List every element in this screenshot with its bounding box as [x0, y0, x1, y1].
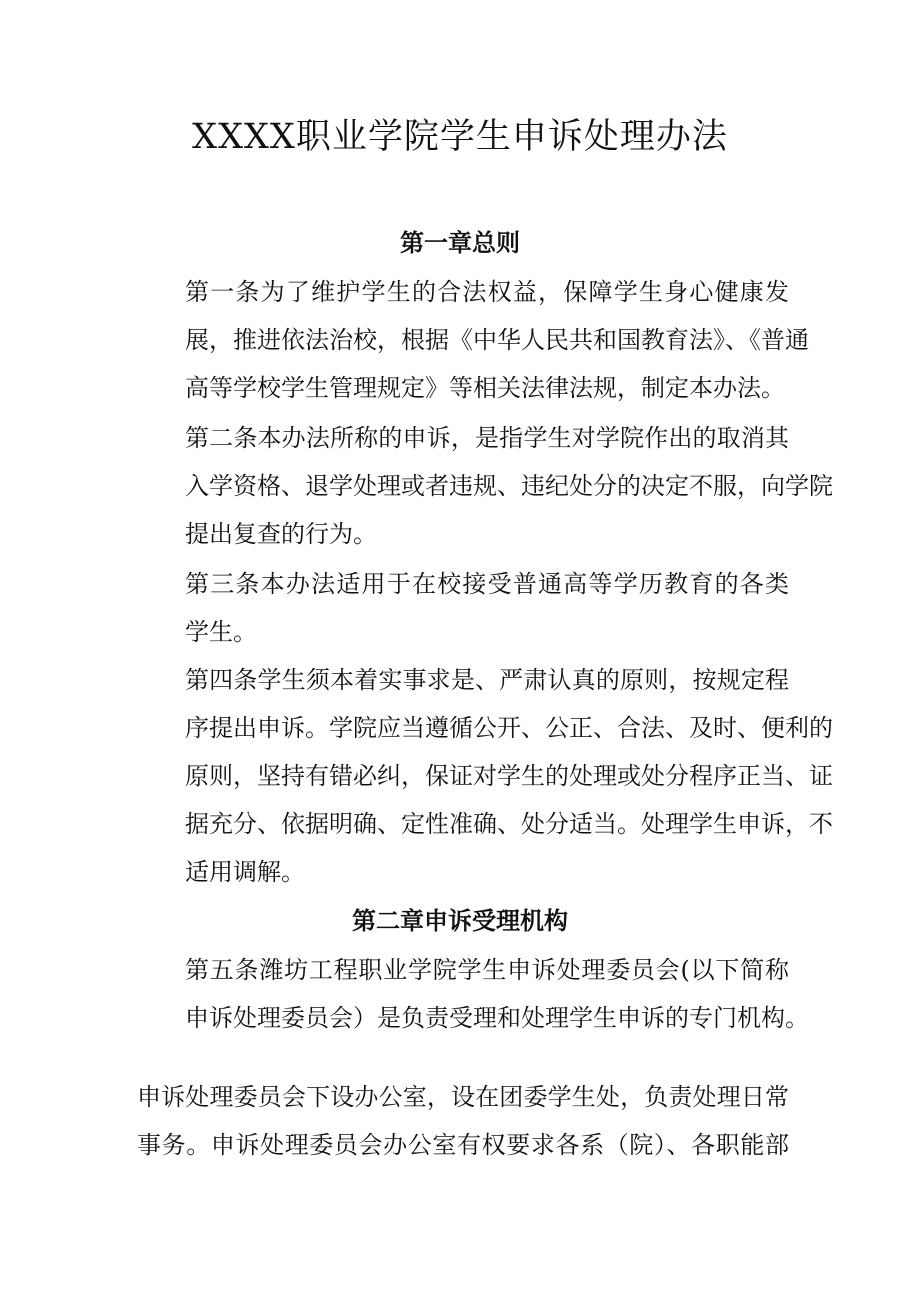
chapter-1-heading: 第一章总则 [400, 229, 520, 257]
article-3-paragraph [137, 560, 789, 656]
article-5-line: 第五条潍坊工程职业学院学生申诉处理委员会(以下简称 [185, 956, 789, 984]
article-4-line: 据充分、依据明确、定性准确、处分适当。处理学生申诉，不 [185, 810, 833, 838]
article-2-line: 第二条本办法所称的申诉，是指学生对学院作出的取消其 [185, 424, 789, 452]
article-4-line: 序提出申诉。学院应当遵循公开、公正、合法、及时、便利的 [185, 714, 833, 742]
article-4-paragraph [137, 656, 833, 896]
article-4-line: 第四条学生须本着实事求是、严肃认真的原则，按规定程 [185, 666, 789, 694]
article-3-line: 学生。 [185, 618, 257, 646]
article-1-line: 高等学校学生管理规定》等相关法律法规，制定本办法。 [185, 374, 785, 402]
office-paragraph [137, 1073, 789, 1169]
office-line: 事务。申诉处理委员会办公室有权要求各系（院）、各职能部 [137, 1131, 789, 1159]
chapter-2-heading: 第二章申诉受理机构 [352, 907, 568, 935]
article-3-line: 第三条本办法适用于在校接受普通高等学历教育的各类 [185, 570, 789, 598]
article-5-paragraph [137, 946, 809, 1042]
document-title: XXXX职业学院学生申诉处理办法 [192, 117, 728, 157]
article-4-line: 原则，坚持有错必纠，保证对学生的处理或处分程序正当、证 [185, 762, 833, 790]
article-2-line: 入学资格、退学处理或者违规、违纪处分的决定不服，向学院 [185, 472, 833, 500]
article-5-line: 申诉处理委员会）是负责受理和处理学生申诉的专门机构。 [185, 1004, 809, 1032]
article-1-line: 第一条为了维护学生的合法权益，保障学生身心健康发 [185, 278, 789, 306]
article-2-line: 提出复查的行为。 [185, 520, 377, 548]
article-4-line: 适用调解。 [185, 858, 305, 886]
article-1-paragraph [137, 268, 809, 412]
office-line: 申诉处理委员会下设办公室，设在团委学生处，负责处理日常 [137, 1083, 789, 1111]
article-1-line: 展，推进依法治校，根据《中华人民共和国教育法》、《普通 [185, 326, 809, 354]
article-2-paragraph [137, 414, 833, 558]
